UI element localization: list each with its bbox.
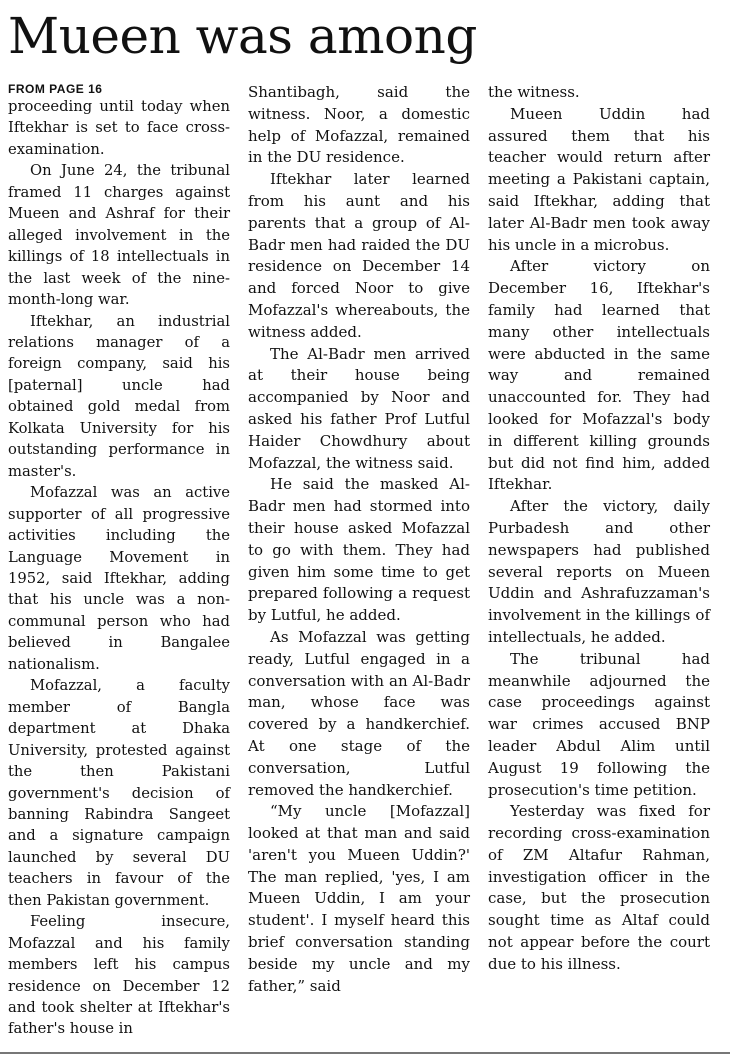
paragraph: the witness. xyxy=(488,83,580,101)
paragraph: Iftekhar, an industrial relations manager of a foreign company, said his [paternal] uncle had obtained gold medal from Kolkata University for his outstanding performance in master's. xyxy=(8,312,230,480)
paragraph: He said the masked Al-Badr men had stormed into their house asked Mofazzal to go with them. They had given him some time to get prepared following a request by Lutful, he added. xyxy=(248,475,470,625)
paragraph: Mofazzal was an active supporter of all progressive activities including the Language Movement in 1952, said Iftekhar, adding that his uncle was a non-communal person who had believed in Bangalee nationalism. xyxy=(8,484,230,673)
paragraph: Mueen Uddin had assured them that his teacher would return after meeting a Pakistani captain, said Iftekhar, adding that later Al-Badr men took away his uncle in a microbus. xyxy=(488,104,710,254)
paragraph: Yesterday was fixed for recording cross-examination of ZM Altafur Rahman, investigation officer in the case, but the prosecution sought time as Altaf could not appear before the court due to his illness. xyxy=(488,802,710,973)
paragraph: The tribunal had meanwhile adjourned the case proceedings against war crimes accused BNP leader Abdul Alim until August 19 following the prosecution's time petition. xyxy=(488,649,710,799)
paragraph: After victory on December 16, Iftekhar's family had learned that many other intellectuals were abducted in the same way and remained unaccounted for. They had looked for Mofazzal's body in different killing grounds but did not find him, added Iftekhar. xyxy=(488,257,710,494)
article-column-2 xyxy=(248,82,470,997)
article-column-1 xyxy=(8,82,230,1040)
paragraph: Shantibagh, said the witness. Noor, a domestic help of Mofazzal, remained in the DU residence. xyxy=(248,83,470,167)
headline: Mueen was among xyxy=(8,7,477,65)
paragraph: Feeling insecure, Mofazzal and his family members left his campus residence on December 12 and took shelter at Iftekhar's father's house in xyxy=(8,913,230,1038)
paragraph: As Mofazzal was getting ready, Lutful engaged in a conversation with an Al-Badr man, whose face was covered by a handkerchief. At one stage of the conversation, Lutful removed the handkerchief. xyxy=(248,627,470,799)
paragraph: “My uncle [Mofazzal] looked at that man and said 'aren't you Mueen Uddin?' The man replied, 'yes, I am Mueen Uddin, I am your student'. I myself heard this brief conversation standing beside my uncle and my father,” said xyxy=(248,802,470,995)
paragraph: proceeding until today when Iftekhar is set to face cross-examination. xyxy=(8,98,230,158)
paragraph: The Al-Badr men arrived at their house being accompanied by Noor and asked his father Prof Lutful Haider Chowdhury about Mofazzal, the witness said. xyxy=(248,344,470,472)
continuation-kicker: FROM PAGE 16 xyxy=(8,82,103,96)
paragraph: Iftekhar later learned from his aunt and his parents that a group of Al-Badr men had raided the DU residence on December 14 and forced Noor to give Mofazzal's whereabouts, the witness added. xyxy=(248,170,470,341)
bottom-rule xyxy=(0,1052,730,1054)
article-column-3 xyxy=(488,82,710,976)
paragraph: On June 24, the tribunal framed 11 charges against Mueen and Ashraf for their alleged involvement in the killings of 18 intellectuals in the last week of the nine-month-long war. xyxy=(8,162,230,309)
paragraph: Mofazzal, a faculty member of Bangla department at Dhaka University, protested against the then Pakistani government's decision of banning Rabindra Sangeet and a signature campaign launched by several DU teachers in favour of the then Pakistan government. xyxy=(8,677,230,909)
paragraph: After the victory, daily Purbadesh and other newspapers had published several reports on Mueen Uddin and Ashrafuzzaman's involvement in the killings of intellectuals, he added. xyxy=(488,497,710,646)
